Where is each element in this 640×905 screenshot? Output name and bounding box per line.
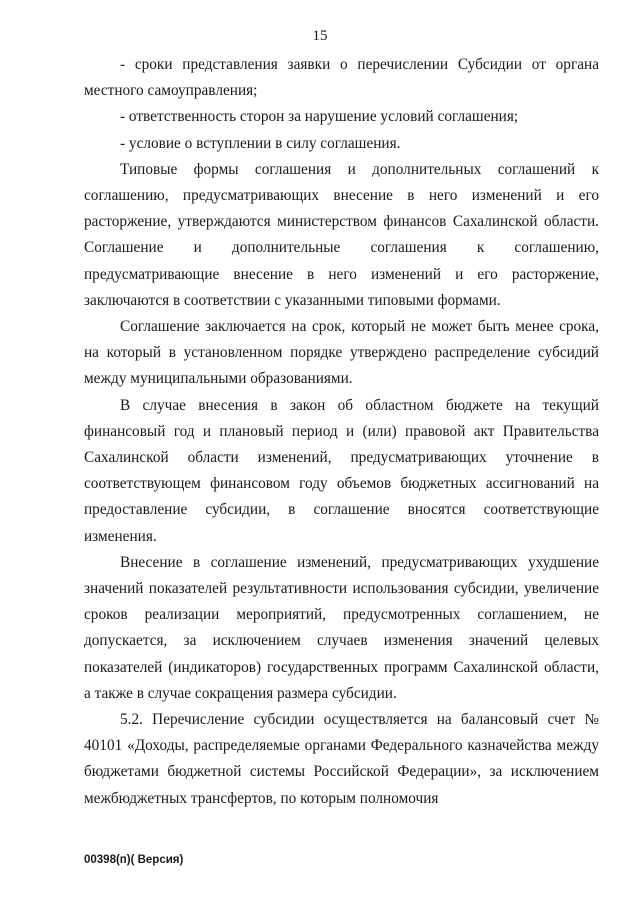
page-number: 15: [312, 28, 328, 44]
document-body: [84, 52, 599, 812]
paragraph: Внесение в соглашение изменений, предусматривающих ухудшение значений показателей результативности использования субсидии, увеличение сроков реализации мероприятий, предусмотренных соглашением, не допускается, за исключением случаев изменения значений целевых показателей (индикаторов) государственных программ Сахалинской области, а также в случае сокращения размера субсидии.: [84, 553, 599, 702]
document-footer-code: 00398(п)( Версия): [84, 854, 184, 866]
list-item: - сроки представления заявки о перечислении Субсидии от органа местного самоуправления;: [84, 56, 599, 100]
paragraph: Соглашение заключается на срок, который не может быть менее срока, на который в установленном порядке утверждено распределение субсидий между муниципальными образованиями.: [84, 318, 599, 388]
list-item: - условие о вступлении в силу соглашения.: [120, 134, 401, 152]
paragraph: Типовые формы соглашения и дополнительных соглашений к соглашению, предусматривающих внесение в него изменений и его расторжение, утверждаются министерством финансов Сахалинской области. Соглашение и дополнительные соглашения к соглашению, предусматривающие внесение в него изменений и его расторжение, заключаются в соответствии с указанными типовыми формами.: [84, 160, 599, 309]
paragraph: В случае внесения в закон об областном бюджете на текущий финансовый год и плановый период и (или) правовой акт Правительства Сахалинской области изменений, предусматривающих уточнение в соответствующем финансовом году объемов бюджетных ассигнований на предоставление субсидии, в соглашение вносятся соответствующие изменения.: [84, 396, 599, 545]
list-item: - ответственность сторон за нарушение условий соглашения;: [120, 108, 519, 126]
paragraph: 5.2. Перечисление субсидии осуществляется на балансовый счет № 40101 «Доходы, распределяемые органами Федерального казначейства между бюджетами бюджетной системы Российской Федерации», за исключением межбюджетных трансфертов, по которым полномочия: [84, 711, 599, 807]
